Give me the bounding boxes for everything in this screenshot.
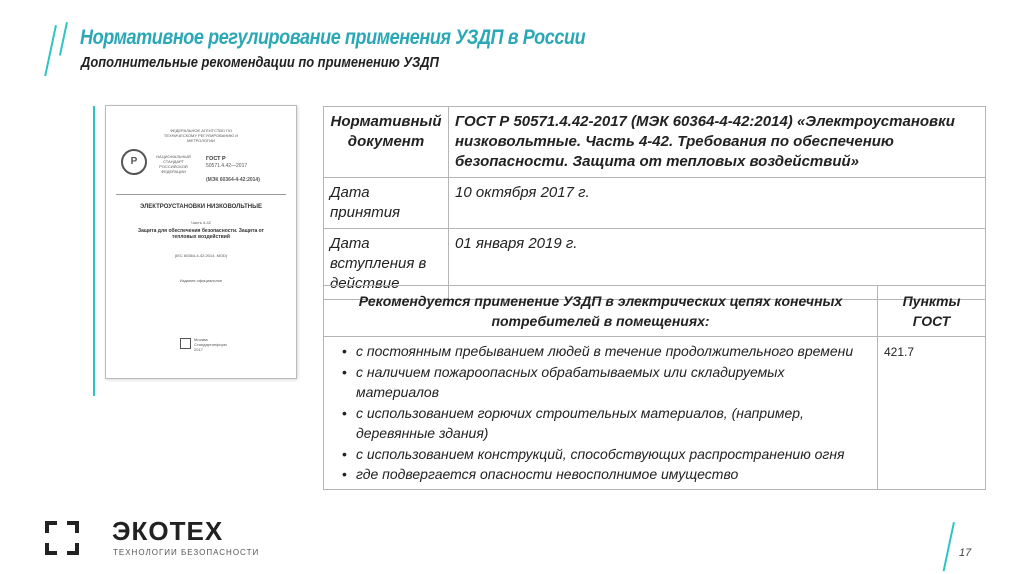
list-item: • с использованием конструкций, способствующих распространению огня <box>346 444 871 465</box>
list-item: • где подвергается опасности невосполнимое имущество <box>346 464 871 485</box>
list-item: • с постоянным пребыванием людей в течение продолжительного времени <box>346 341 871 362</box>
thumb-standard-type: НАЦИОНАЛЬНЫЙ СТАНДАРТ РОССИЙСКОЙ ФЕДЕРАЦИИ <box>156 154 191 174</box>
decorative-slash-bottom-right <box>943 522 955 571</box>
thumb-gost-equiv: (МЭК 60364-4-42:2014) <box>206 177 260 183</box>
table-row <box>324 337 986 490</box>
gost-logo-icon: Р <box>121 149 147 175</box>
thumb-main-title: ЭЛЕКТРОУСТАНОВКИ НИЗКОВОЛЬТНЫЕ <box>140 204 262 210</box>
thumb-separator <box>116 194 286 195</box>
page-title: Нормативное регулирование применения УЗДП в России <box>80 26 586 49</box>
thumb-publisher: Москва Стандартинформ 2017 <box>194 337 227 352</box>
info-value: 10 октября 2017 г. <box>449 178 986 229</box>
recommendations-table <box>323 285 986 490</box>
rec-list <box>330 341 871 485</box>
thumb-gost-label: ГОСТ Р <box>206 156 226 162</box>
ekotekh-logo-icon <box>45 521 79 555</box>
standard-cover-thumbnail <box>105 105 297 379</box>
gost-point-value: 421.7 <box>878 337 986 490</box>
thumb-agency: ФЕДЕРАЛЬНОЕ АГЕНТСТВО ПО ТЕХНИЧЕСКОМУ РЕГУЛИРОВАНИЮ И МЕТРОЛОГИИ <box>163 128 239 143</box>
standard-info-table <box>323 106 986 300</box>
thumb-edition: Издание официальное <box>179 278 223 283</box>
thumb-gost-number: 50571.4.42—2017 <box>206 163 248 169</box>
thumb-iec-ref: (IEC 60364-4-42:2014, MOD) <box>174 253 228 258</box>
list-item: • с использованием горючих строительных материалов, (например, деревянные здания) <box>346 403 871 444</box>
decorative-slash-top-left <box>44 25 57 76</box>
table-row <box>324 107 986 178</box>
page-subtitle: Дополнительные рекомендации по применению УЗДП <box>81 54 439 71</box>
info-value: 01 января 2019 г. <box>449 229 986 300</box>
accent-vertical-bar <box>93 106 95 396</box>
thumb-stamp-icon <box>180 338 191 349</box>
decorative-slash-top-left-2 <box>59 22 68 56</box>
brand-name: ЭКОТЕХ <box>112 516 224 546</box>
gost-points-header: Пункты ГОСТ <box>878 286 986 337</box>
brand-tagline: ТЕХНОЛОГИИ БЕЗОПАСНОСТИ <box>113 548 260 557</box>
list-item: • с наличием пожароопасных обрабатываемых или складируемых материалов <box>346 362 871 403</box>
info-label: Нормативный документ <box>324 107 449 178</box>
info-label: Дата вступления в действие <box>324 229 449 300</box>
rec-list-cell <box>324 337 878 490</box>
rec-header: Рекомендуется применение УЗДП в электрических цепях конечных потребителей в помещениях: <box>324 286 878 337</box>
info-value: ГОСТ Р 50571.4.42-2017 (МЭК 60364-4-42:2014) «Электроустановки низковольтные. Часть 4-42. Требования по обеспечению безопасности. Защита от тепловых воздействий» <box>449 107 986 178</box>
thumb-sub-title: Защита для обеспечения безопасности. Защита от тепловых воздействий <box>137 228 265 240</box>
table-row <box>324 178 986 229</box>
table-header-row <box>324 286 986 337</box>
page-number: 17 <box>959 547 972 559</box>
thumb-part: Часть 4-42 <box>191 220 211 225</box>
info-label: Дата принятия <box>324 178 449 229</box>
